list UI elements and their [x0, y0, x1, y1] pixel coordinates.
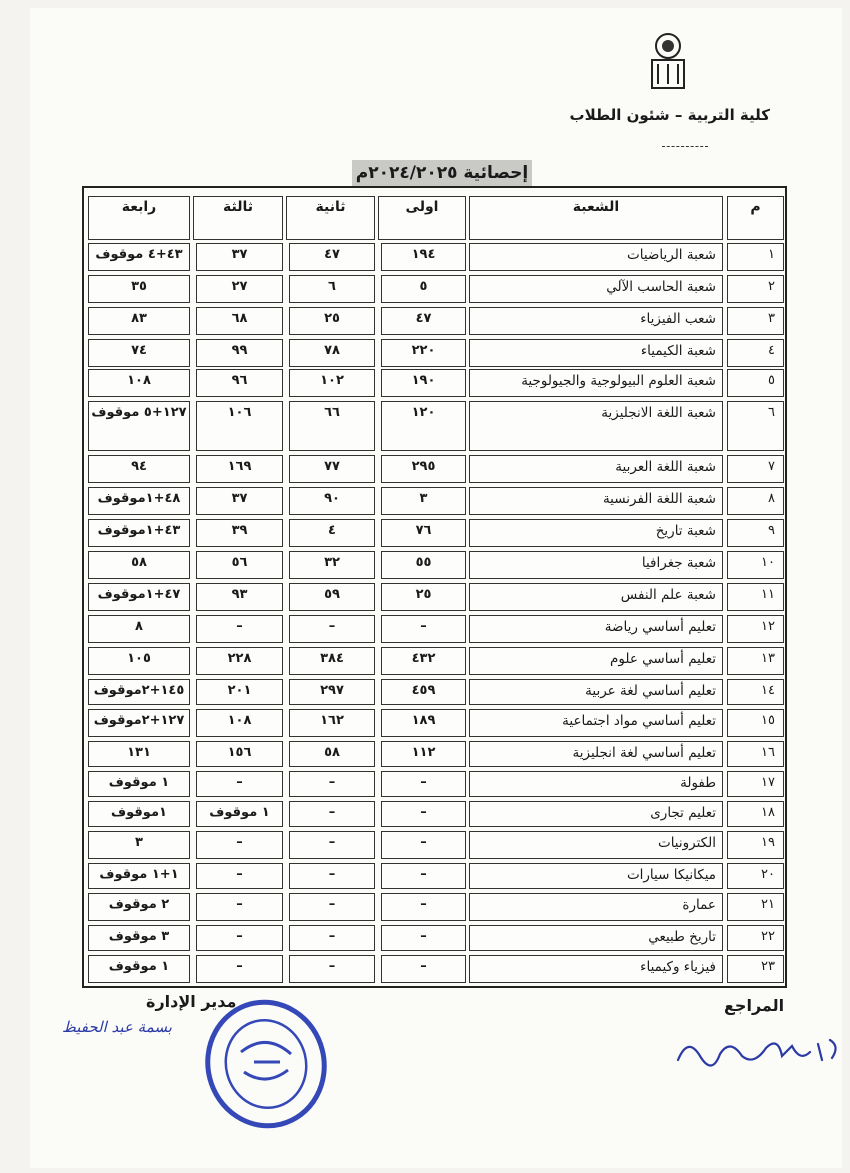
row-14-num: ١٤	[727, 679, 784, 705]
row-10-fourth: ٥٨	[88, 551, 190, 579]
row-22-section: تاريخ طبيعي	[469, 925, 723, 951]
row-20-third: –	[196, 863, 283, 889]
row-14-section: تعليم أساسي لغة عربية	[469, 679, 723, 705]
row-12-section: تعليم أساسي رياضة	[469, 615, 723, 643]
row-21-num: ٢١	[727, 893, 784, 921]
row-23-first: –	[381, 955, 466, 983]
row-2-second: ٦	[289, 275, 375, 303]
row-22-third: –	[196, 925, 283, 951]
header-fourth: رابعة	[88, 196, 190, 240]
row-22-fourth: ٣ موقوف	[88, 925, 190, 951]
row-22-first: –	[381, 925, 466, 951]
header-num: م	[727, 196, 784, 240]
director-signature: بسمة عبد الحفيظ	[62, 1018, 172, 1036]
row-20-first: –	[381, 863, 466, 889]
row-8-second: ٩٠	[289, 487, 375, 515]
reviewer-signature	[670, 1026, 850, 1076]
row-3-fourth: ٨٣	[88, 307, 190, 335]
row-21-second: –	[289, 893, 375, 921]
row-12-third: –	[196, 615, 283, 643]
row-7-num: ٧	[727, 455, 784, 483]
row-10-num: ١٠	[727, 551, 784, 579]
row-4-third: ٩٩	[196, 339, 283, 367]
header-second: ثانية	[286, 196, 375, 240]
director-label: مدير الإدارة	[146, 992, 237, 1011]
row-1-first: ١٩٤	[381, 243, 466, 271]
row-18-num: ١٨	[727, 801, 784, 827]
row-11-second: ٥٩	[289, 583, 375, 611]
row-15-first: ١٨٩	[381, 709, 466, 737]
row-3-section: شعب الفيزياء	[469, 307, 723, 335]
reviewer-label: المراجع	[724, 996, 785, 1015]
row-20-num: ٢٠	[727, 863, 784, 889]
row-18-section: تعليم تجارى	[469, 801, 723, 827]
row-23-second: –	[289, 955, 375, 983]
row-6-fourth: ١٢٧+٥ موقوف	[88, 401, 190, 451]
row-19-fourth: ٣	[88, 831, 190, 859]
row-1-third: ٣٧	[196, 243, 283, 271]
row-7-section: شعبة اللغة العربية	[469, 455, 723, 483]
row-9-fourth: ٤٣+١موقوف	[88, 519, 190, 547]
row-3-num: ٣	[727, 307, 784, 335]
row-15-third: ١٠٨	[196, 709, 283, 737]
row-8-section: شعبة اللغة الفرنسية	[469, 487, 723, 515]
row-12-second: –	[289, 615, 375, 643]
row-18-fourth: ١موقوف	[88, 801, 190, 827]
row-8-fourth: ٤٨+١موقوف	[88, 487, 190, 515]
row-3-third: ٦٨	[196, 307, 283, 335]
row-13-num: ١٣	[727, 647, 784, 675]
row-5-first: ١٩٠	[381, 369, 466, 397]
row-13-section: تعليم أساسي علوم	[469, 647, 723, 675]
official-stamp	[196, 992, 336, 1132]
row-1-num: ١	[727, 243, 784, 271]
row-6-third: ١٠٦	[196, 401, 283, 451]
row-22-second: –	[289, 925, 375, 951]
row-16-third: ١٥٦	[196, 741, 283, 767]
row-3-first: ٤٧	[381, 307, 466, 335]
row-1-second: ٤٧	[289, 243, 375, 271]
row-2-section: شعبة الحاسب الآلي	[469, 275, 723, 303]
row-19-section: الكترونيات	[469, 831, 723, 859]
divider	[662, 146, 708, 147]
row-11-third: ٩٣	[196, 583, 283, 611]
row-17-second: –	[289, 771, 375, 797]
row-8-first: ٣	[381, 487, 466, 515]
row-23-section: فيزياء وكيمياء	[469, 955, 723, 983]
header-first: اولى	[378, 196, 466, 240]
row-11-first: ٢٥	[381, 583, 466, 611]
row-1-fourth: ٤٣+٤ موقوف	[88, 243, 190, 271]
row-4-second: ٧٨	[289, 339, 375, 367]
row-2-fourth: ٣٥	[88, 275, 190, 303]
row-9-section: شعبة تاريخ	[469, 519, 723, 547]
row-21-fourth: ٢ موقوف	[88, 893, 190, 921]
row-19-num: ١٩	[727, 831, 784, 859]
row-6-first: ١٢٠	[381, 401, 466, 451]
row-11-fourth: ٤٧+١موقوف	[88, 583, 190, 611]
row-5-fourth: ١٠٨	[88, 369, 190, 397]
row-17-num: ١٧	[727, 771, 784, 797]
row-23-third: –	[196, 955, 283, 983]
row-17-third: –	[196, 771, 283, 797]
row-5-third: ٩٦	[196, 369, 283, 397]
row-15-num: ١٥	[727, 709, 784, 737]
row-3-second: ٢٥	[289, 307, 375, 335]
row-9-third: ٣٩	[196, 519, 283, 547]
row-8-third: ٣٧	[196, 487, 283, 515]
row-19-third: –	[196, 831, 283, 859]
row-12-num: ١٢	[727, 615, 784, 643]
row-2-third: ٢٧	[196, 275, 283, 303]
row-2-first: ٥	[381, 275, 466, 303]
row-4-num: ٤	[727, 339, 784, 367]
row-13-first: ٤٣٢	[381, 647, 466, 675]
row-9-num: ٩	[727, 519, 784, 547]
row-12-fourth: ٨	[88, 615, 190, 643]
row-23-num: ٢٣	[727, 955, 784, 983]
row-7-second: ٧٧	[289, 455, 375, 483]
row-10-section: شعبة جغرافيا	[469, 551, 723, 579]
row-9-first: ٧٦	[381, 519, 466, 547]
row-21-section: عمارة	[469, 893, 723, 921]
row-5-section: شعبة العلوم البيولوجية والجيولوجية	[469, 369, 723, 397]
row-13-fourth: ١٠٥	[88, 647, 190, 675]
row-19-second: –	[289, 831, 375, 859]
row-6-second: ٦٦	[289, 401, 375, 451]
row-1-section: شعبة الرياضيات	[469, 243, 723, 271]
row-11-section: شعبة علم النفس	[469, 583, 723, 611]
row-6-num: ٦	[727, 401, 784, 451]
row-16-section: تعليم أساسي لغة انجليزية	[469, 741, 723, 767]
row-10-third: ٥٦	[196, 551, 283, 579]
row-5-second: ١٠٢	[289, 369, 375, 397]
row-16-fourth: ١٣١	[88, 741, 190, 767]
row-14-first: ٤٥٩	[381, 679, 466, 705]
row-20-second: –	[289, 863, 375, 889]
faculty-heading: كلية التربية – شئون الطلاب	[569, 106, 770, 124]
row-17-section: طفولة	[469, 771, 723, 797]
row-17-fourth: ١ موقوف	[88, 771, 190, 797]
row-17-first: –	[381, 771, 466, 797]
row-7-first: ٢٩٥	[381, 455, 466, 483]
row-7-fourth: ٩٤	[88, 455, 190, 483]
row-22-num: ٢٢	[727, 925, 784, 951]
row-21-first: –	[381, 893, 466, 921]
row-2-num: ٢	[727, 275, 784, 303]
row-6-section: شعبة اللغة الانجليزية	[469, 401, 723, 451]
row-15-second: ١٦٢	[289, 709, 375, 737]
row-23-fourth: ١ موقوف	[88, 955, 190, 983]
row-18-first: –	[381, 801, 466, 827]
document-title: إحصائية ٢٠٢٤/٢٠٢٥م	[352, 160, 532, 186]
row-13-second: ٣٨٤	[289, 647, 375, 675]
row-14-fourth: ١٤٥+٢موقوف	[88, 679, 190, 705]
row-14-third: ٢٠١	[196, 679, 283, 705]
row-4-fourth: ٧٤	[88, 339, 190, 367]
row-20-fourth: ١+١ موقوف	[88, 863, 190, 889]
university-logo	[648, 30, 688, 92]
row-20-section: ميكانيكا سيارات	[469, 863, 723, 889]
row-4-first: ٢٢٠	[381, 339, 466, 367]
row-11-num: ١١	[727, 583, 784, 611]
row-15-section: تعليم أساسي مواد اجتماعية	[469, 709, 723, 737]
row-10-second: ٣٢	[289, 551, 375, 579]
row-18-second: –	[289, 801, 375, 827]
row-9-second: ٤	[289, 519, 375, 547]
row-10-first: ٥٥	[381, 551, 466, 579]
row-18-third: ١ موقوف	[196, 801, 283, 827]
row-12-first: –	[381, 615, 466, 643]
row-16-first: ١١٢	[381, 741, 466, 767]
row-7-third: ١٦٩	[196, 455, 283, 483]
row-16-second: ٥٨	[289, 741, 375, 767]
row-15-fourth: ١٢٧+٢موقوف	[88, 709, 190, 737]
header-third: ثالثة	[193, 196, 283, 240]
header-section: الشعبة	[469, 196, 723, 240]
row-4-section: شعبة الكيمياء	[469, 339, 723, 367]
row-5-num: ٥	[727, 369, 784, 397]
row-8-num: ٨	[727, 487, 784, 515]
row-19-first: –	[381, 831, 466, 859]
row-14-second: ٢٩٧	[289, 679, 375, 705]
row-21-third: –	[196, 893, 283, 921]
row-13-third: ٢٢٨	[196, 647, 283, 675]
row-16-num: ١٦	[727, 741, 784, 767]
